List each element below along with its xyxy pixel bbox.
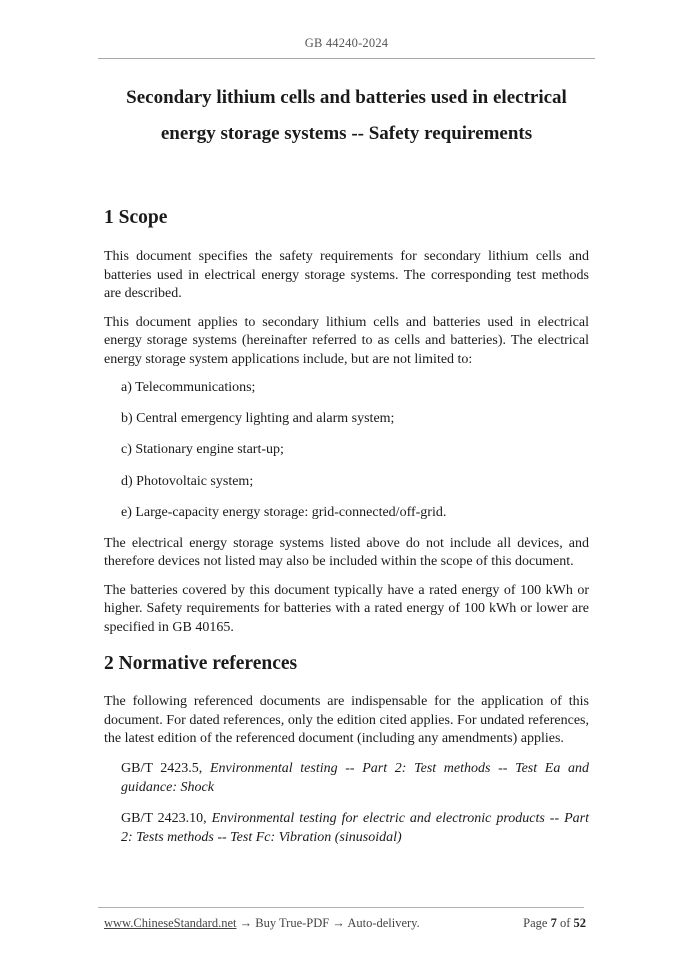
arrow-icon: →	[236, 916, 256, 930]
page-number	[523, 916, 586, 931]
scope-paragraph-1: This document specifies the safety requirements for secondary lithium cells and batteries used in electrical energy storage systems. The corresponding test methods are described.	[104, 249, 589, 301]
scope-paragraph-2: This document applies to secondary lithium cells and batteries used in electrical energy storage systems (hereinafter referred to as cells and batteries). The electrical energy storage system applications include, but are not limited to:	[104, 314, 589, 367]
arrow-icon: →	[329, 916, 348, 930]
document-body	[104, 200, 589, 859]
list-item: c) Stationary engine start-up;	[121, 442, 284, 458]
document-number-header: GB 44240-2024	[304, 36, 389, 50]
reference-list	[104, 759, 589, 847]
section-heading-normative-references: 2 Normative references	[104, 653, 298, 675]
list-item: d) Photovoltaic system;	[121, 473, 254, 489]
section-heading-scope: 1 Scope	[104, 207, 168, 228]
reference-code: GB/T 2423.10,	[121, 810, 212, 826]
list-item: e) Large-capacity energy storage: grid-connected/off-grid.	[121, 504, 447, 520]
list-item: a) Telecommunications;	[121, 380, 256, 395]
buy-true-pdf-text: Buy True-PDF	[255, 916, 330, 930]
list-item: b) Central emergency lighting and alarm system;	[121, 411, 395, 427]
scope-paragraph-4: The batteries covered by this document typically have a rated energy of 100 kWh or higher. Safety requirements for batteries with a rated energy of 100 kWh or lower are specified in GB 40165.	[104, 582, 589, 635]
footer-divider	[98, 907, 584, 908]
reference-title: Environmental testing for electric and electronic products -- Part 2: Tests methods -- Test Fc: Vibration (sinusoidal)	[121, 810, 590, 845]
document-title-line-1: Secondary lithium cells and batteries used in electrical	[126, 87, 567, 108]
auto-delivery-text: Auto-delivery.	[347, 916, 420, 930]
footer-links	[104, 916, 420, 931]
references-intro-paragraph: The following referenced documents are indispensable for the application of this document. For dated references, only the edition cited applies. For undated references, the latest edition of the referenced document (including any amendments) applies.	[104, 694, 589, 747]
page-label: Page	[523, 916, 551, 930]
document-title-line-2: energy storage systems -- Safety requirements	[160, 123, 533, 144]
page-of-label: of	[556, 916, 574, 930]
site-link[interactable]: www.ChineseStandard.net	[104, 916, 237, 930]
page-total: 52	[573, 916, 586, 930]
reference-title: Environmental testing -- Part 2: Test methods -- Test Ea and guidance: Shock	[121, 760, 590, 795]
document-title	[98, 80, 595, 152]
application-list	[104, 379, 589, 522]
reference-code: GB/T 2423.5,	[121, 760, 210, 776]
scope-paragraph-3: The electrical energy storage systems listed above do not include all devices, and therefore devices not listed may also be included within the scope of this document.	[104, 535, 589, 570]
reference-item	[104, 809, 589, 847]
page-current: 7	[550, 916, 557, 930]
reference-item	[104, 759, 589, 797]
page-footer	[104, 916, 586, 931]
header-divider	[98, 58, 595, 59]
